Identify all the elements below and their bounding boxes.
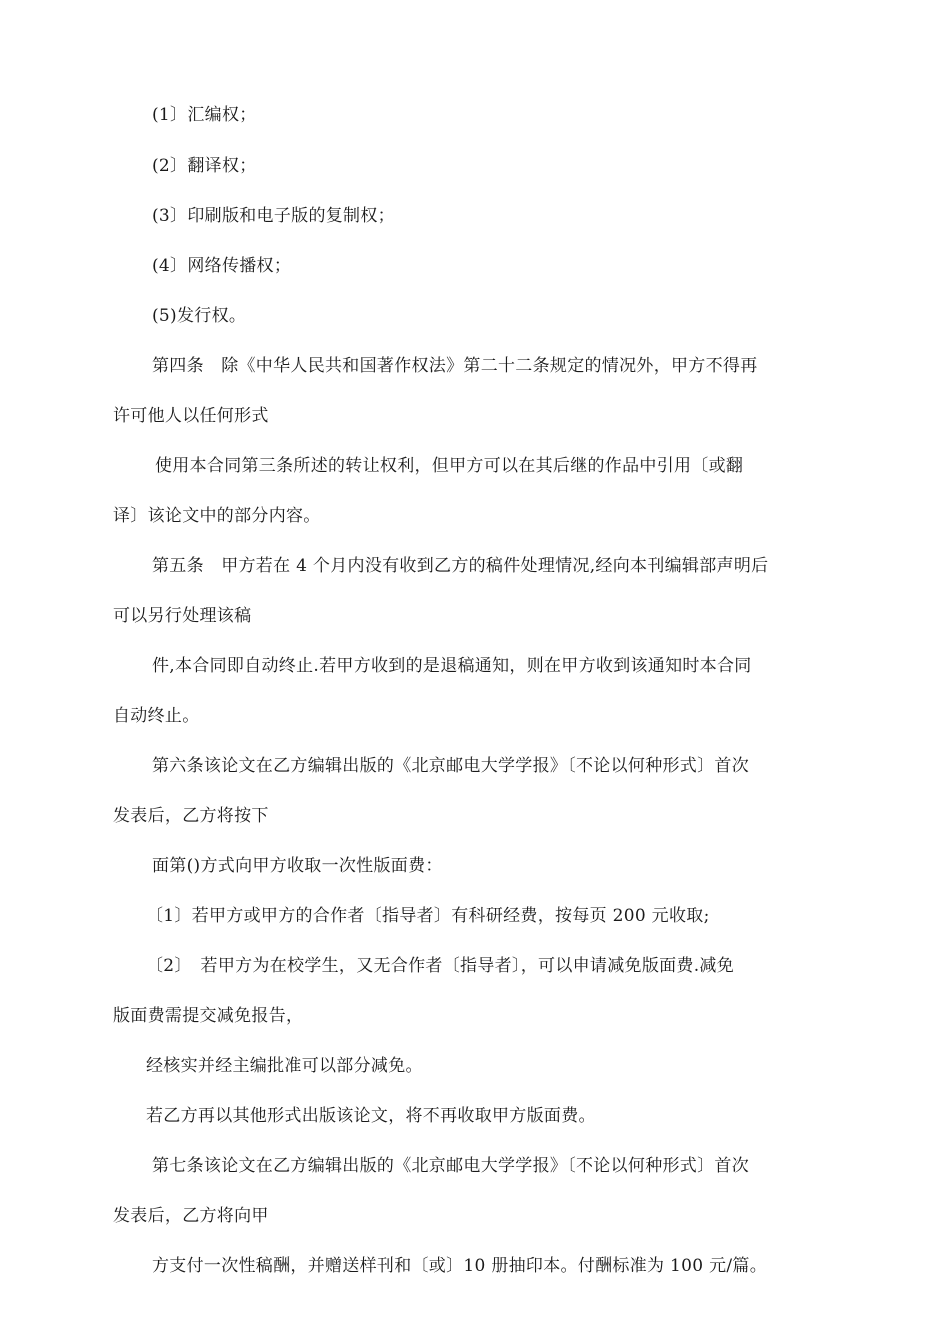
article-six-option-2-line-1: 〔2〕 若甲方为在校学生，又无合作者〔指导者〕，可以申请减免版面费.减免 (146, 956, 735, 976)
article-six-line-3: 面第()方式向甲方收取一次性版面费： (152, 856, 443, 876)
article-seven-line-3: 方支付一次性稿酬，并赠送样刊和〔或〕10 册抽印本。付酬标准为 100 元/篇。 (152, 1256, 768, 1276)
list-item-translation-right: (2〕翻译权； (152, 156, 257, 176)
article-six-line-1: 第六条该论文在乙方编辑出版的《北京邮电大学学报》〔不论以何种形式〕首次 (152, 756, 749, 776)
article-five-line-4: 自动终止。 (113, 706, 200, 726)
article-six-closing: 若乙方再以其他形式出版该论文，将不再收取甲方版面费。 (146, 1106, 596, 1126)
article-six-option-2-line-2: 版面费需提交减免报告， (113, 1006, 304, 1026)
article-five-line-2: 可以另行处理该稿 (113, 606, 252, 626)
article-four-line-1: 第四条 除《中华人民共和国著作权法》第二十二条规定的情况外，甲方不得再 (152, 356, 758, 376)
list-item-reproduction-right: (3〕印刷版和电子版的复制权； (152, 206, 395, 226)
list-item-compilation-right: (1〕汇编权； (152, 105, 257, 125)
list-item-distribution-right: (5)发行权。 (152, 306, 247, 326)
article-five-line-3: 件,本合同即自动终止.若甲方收到的是退稿通知，则在甲方收到该通知时本合同 (152, 656, 752, 676)
article-five-line-1: 第五条 甲方若在 4 个月内没有收到乙方的稿件处理情况,经向本刊编辑部声明后 (152, 556, 769, 576)
article-four-line-3: 使用本合同第三条所述的转让权利，但甲方可以在其后继的作品中引用〔或翻 (155, 456, 744, 476)
article-six-option-1: 〔1〕若甲方或甲方的合作者〔指导者〕有科研经费，按每页 200 元收取; (146, 906, 710, 926)
list-item-network-right: (4〕网络传播权； (152, 256, 292, 276)
article-six-option-2-line-3: 经核实并经主编批准可以部分减免。 (146, 1056, 423, 1076)
article-seven-line-2: 发表后，乙方将向甲 (113, 1206, 269, 1226)
article-four-line-4: 译〕该论文中的部分内容。 (113, 506, 321, 526)
article-six-line-2: 发表后，乙方将按下 (113, 806, 269, 826)
article-seven-line-1: 第七条该论文在乙方编辑出版的《北京邮电大学学报》〔不论以何种形式〕首次 (152, 1156, 749, 1176)
article-four-line-2: 许可他人以任何形式 (113, 406, 269, 426)
